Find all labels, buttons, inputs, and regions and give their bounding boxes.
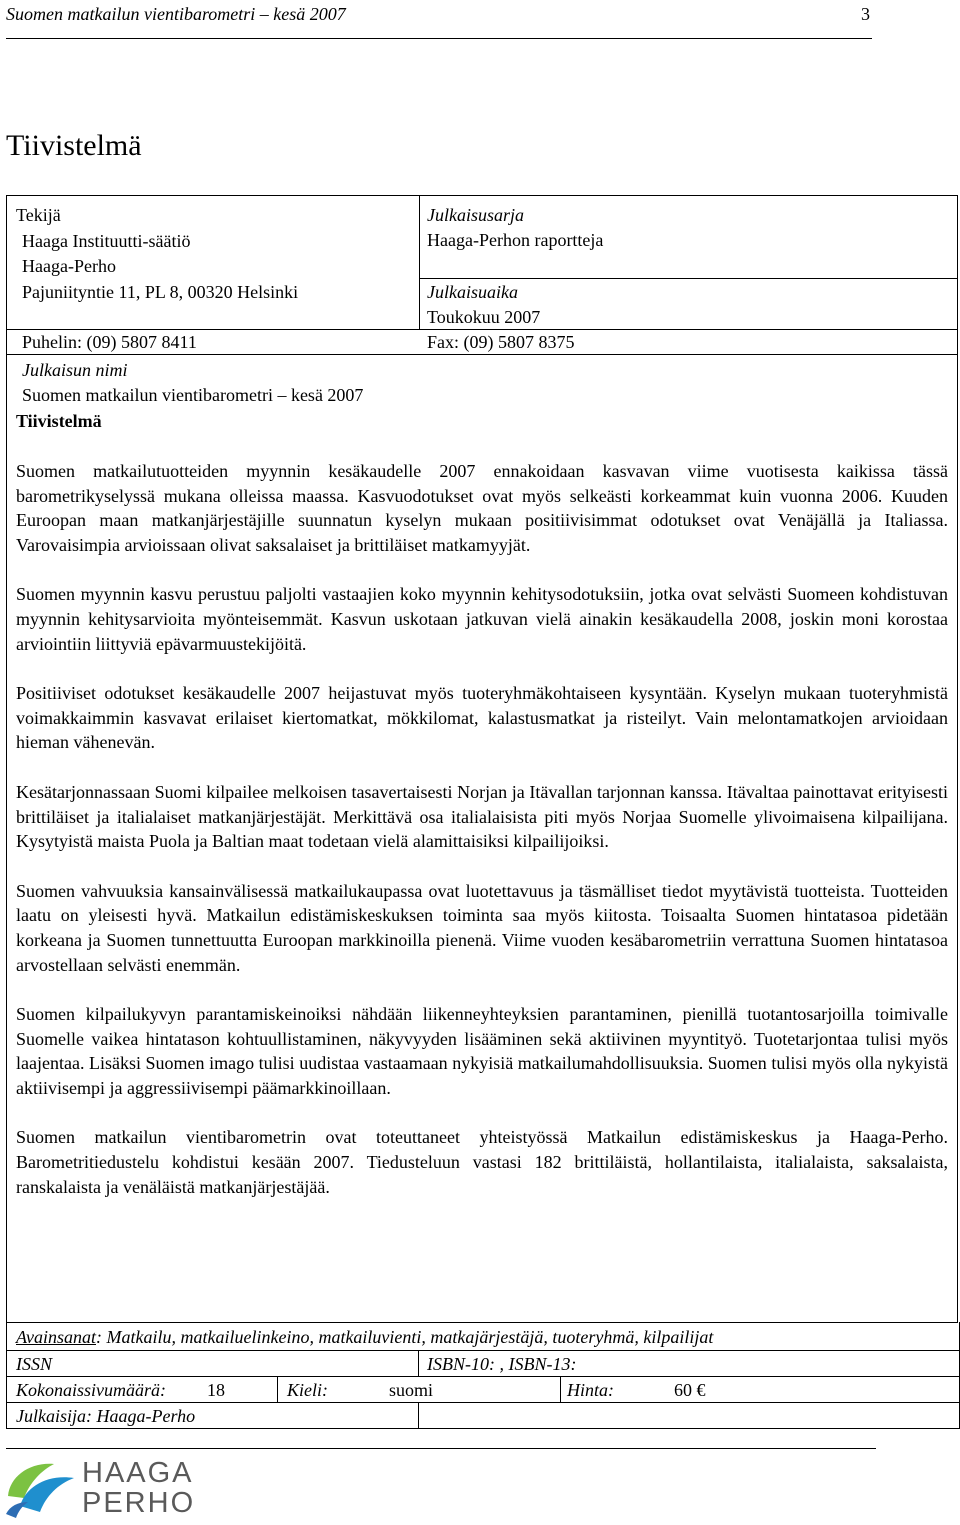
- meta-row-divider: [7, 1376, 959, 1377]
- abstract-paragraph: Suomen matkailun vientibarometrin ovat toteuttaneet yhteistyössä Matkailun edistämiskeskus ja Haaga-Perho. Barometritiedustelu kohdistui kesään 2007. Tiedusteluun vastasi 182 brittiläistä, hollantilaista, italialaista, saksalaista, ranskalaista ja venäläistä matkanjärjestäjää.: [16, 1127, 948, 1197]
- series-label: Julkaisusarja: [427, 205, 524, 225]
- section-title: Tiivistelmä: [16, 411, 102, 431]
- abstract-paragraph: Suomen vahvuuksia kansainvälisessä matkailukaupassa ovat luotettavuus ja täsmälliset tiedot myytävistä tuotteista. Tuotteiden laatu on yleisesti hyvä. Matkailun edistämiskeskuksen toiminta saa myös kiitosta. Toisaalta Suomen hintatasoa pidetään korkeana ja Suomen tunnettuutta Euroopan markkinoilla pienenä. Viime vuoden kesäbarometriin verrattuna Suomen hintatasoa arvostellaan selvästi enemmän.: [16, 880, 948, 975]
- abstract-paragraph: Suomen matkailutuotteiden myynnin kesäkaudelle 2007 ennakoidaan kasvavan viime vuotisesta kaikissa tässä barometrikyselyssä mukana olleissa maassa. Kasvuodotukset ovat myös selkeästi korkeammat kuin vuonna 2006. Kuuden Euroopan maan matkanjärjestäjille suunnatun kyselyn mukaan positiivisimmat odotukset ovat Venäjällä ja Italiassa. Varovaisimpia arvioissaan olivat saksalaiset ja brittiläiset matkamyyjät.: [16, 461, 948, 555]
- author-org: Haaga Instituutti-säätiö: [22, 231, 191, 251]
- meta-col-divider: [560, 1376, 561, 1402]
- publisher-label: Julkaisija: Haaga-Perho: [16, 1406, 196, 1426]
- name-label: Julkaisun nimi: [22, 360, 128, 380]
- logo-mark-icon: [2, 1456, 80, 1520]
- fax: Fax: (09) 5807 8375: [427, 332, 575, 352]
- keywords-label: Avainsanat: [16, 1327, 96, 1347]
- divider-name: [7, 354, 957, 355]
- divider-series: [419, 278, 957, 279]
- abstract-paragraph: Suomen kilpailukyvyn parantamiskeinoiksi nähdään liikenneyhteyksien parantaminen, pienillä tuotantosarjoilla toimivalle Suomelle vaikea hintatason kohtuullistaminen, näkyvyyden lisääminen sekä aktiivinen myyntityö. Tuotetarjontaa tulisi myös laajentaa. Lisäksi Suomen imago tulisi uudistaa vastaamaan nykyisiä matkailumahdollisuuksia. Suomen tulisi myös olla nykyistä aktiivisempi ja aggressiivisempi päämarkkinoillaan.: [16, 1004, 948, 1098]
- abstract-text: [16, 459, 948, 1224]
- meta-col-divider: [418, 1402, 419, 1428]
- publication-meta-table: [6, 1322, 960, 1429]
- language-label: Kieli:: [287, 1380, 328, 1400]
- date-label: Julkaisuaika: [427, 282, 518, 302]
- meta-col-divider: [418, 1350, 419, 1376]
- haaga-perho-logo: [2, 1456, 212, 1520]
- language-value: suomi: [389, 1380, 434, 1400]
- abstract-paragraph: Suomen myynnin kasvu perustuu paljolti vastaajien koko myynnin kehitysodotuksiin, jotka ovat selvästi Suomeen kohdistuvan myynnin kehitysarvioita myönteisemmät. Kasvun uskotaan jatkuvan vielä ainakin kesäkaudella 2008, joskin moni korostaa arviointiin liittyviä epävarmuustekijöitä.: [16, 584, 948, 654]
- pages-value: 18: [207, 1380, 225, 1400]
- date-value: Toukokuu 2007: [427, 307, 541, 327]
- price-label: Hinta:: [567, 1380, 614, 1400]
- author-unit: Haaga-Perho: [22, 256, 116, 276]
- abstract-paragraph: Positiiviset odotukset kesäkaudelle 2007 heijastuvat myös tuoteryhmäkohtaiseen kysyntään. Kyselyn mukaan tuoteryhmistä voimakkaimmin kasvavat erilaiset kiertomatkat, mökkilomat, kalastusmatkat ja risteilyt. Vain melontamatkojen arvioidaan hieman vähenevän.: [16, 683, 948, 753]
- keywords: [16, 1325, 713, 1349]
- page-number: 3: [861, 4, 870, 24]
- meta-row-divider: [7, 1350, 959, 1351]
- name-value: Suomen matkailun vientibarometri – kesä 2007: [22, 385, 364, 405]
- price-value: 60 €: [674, 1380, 706, 1400]
- logo-text-line2: PERHO: [82, 1487, 196, 1519]
- meta-row-divider: [7, 1402, 959, 1403]
- info-column-divider: [419, 196, 420, 330]
- series-value: Haaga-Perhon raportteja: [427, 230, 604, 250]
- abstract-box: [6, 195, 958, 1323]
- keywords-value: : Matkailu, matkailuelinkeino, matkailuvienti, matkajärjestäjä, tuoteryhmä, kilpailijat: [96, 1327, 714, 1347]
- isbn-label: ISBN-10: , ISBN-13:: [427, 1354, 577, 1374]
- logo-text-line1: HAAGA: [82, 1457, 194, 1489]
- running-header: [6, 0, 872, 39]
- issn-label: ISSN: [16, 1354, 52, 1374]
- author-address: Pajuniityntie 11, PL 8, 00320 Helsinki: [22, 282, 299, 302]
- page-title: Tiivistelmä: [6, 129, 142, 162]
- pages-label: Kokonaissivumäärä:: [16, 1380, 166, 1400]
- footer-rule: [6, 1448, 876, 1449]
- phone: Puhelin: (09) 5807 8411: [22, 332, 197, 352]
- author-label: Tekijä: [16, 205, 61, 225]
- abstract-paragraph: Kesätarjonnassaan Suomi kilpailee melkoisen tasavertaisesti Norjan ja Itävallan tarjonnan kanssa. Itävaltaa painottavat erityisesti brittiläiset ja italialaiset matkanjärjestäjät. Merkittävä osa italialaisista piti myös Norjaa Suomelle ylivoimaisena kilpailijana. Kysytyistä maista Puola ja Baltian maat todetaan vielä alamittaisiksi kilpailijoiksi.: [16, 781, 948, 852]
- running-header-title: Suomen matkailun vientibarometri – kesä 2007: [6, 4, 346, 24]
- meta-col-divider: [277, 1376, 278, 1402]
